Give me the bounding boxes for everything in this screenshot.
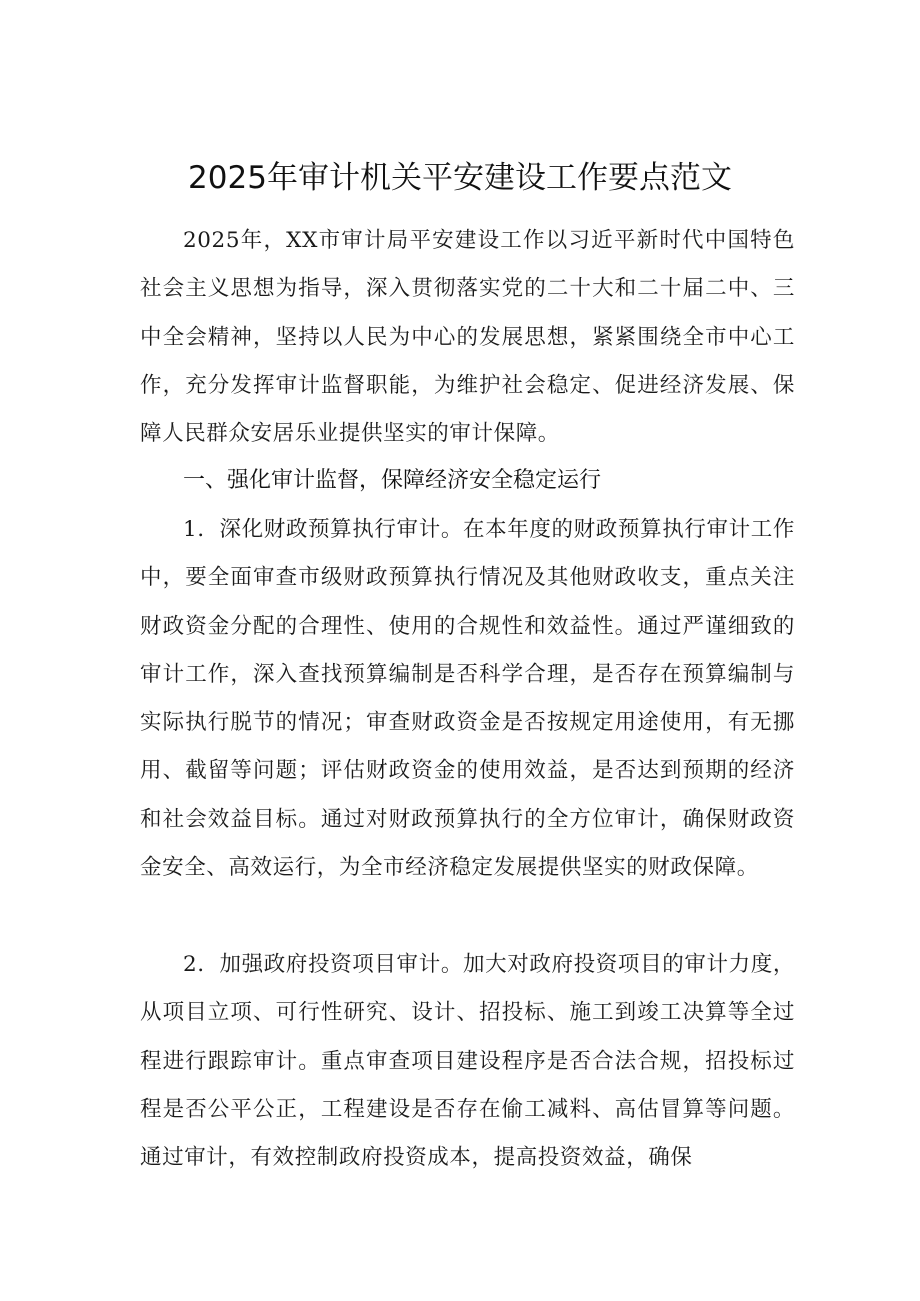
section-heading-1: 一、强化审计监督，保障经济安全稳定运行 <box>183 468 602 493</box>
document-title: 2025年审计机关平安建设工作要点范文 <box>188 160 732 196</box>
intro-paragraph: 2025年，XX市审计局平安建设工作以习近平新时代中国特色社会主义思想为指导，深入贯彻落实党的二十大和二十届二中、三中全会精神，坚持以人民为中心的发展思想，紧紧围绕全市中心工作，充分发挥审计监督职能，为维护社会稳定、促进经济发展、保障人民群众安居乐业提供坚实的审计保障。 <box>140 228 795 447</box>
paragraph-item-2: 2．加强政府投资项目审计。加大对政府投资项目的审计力度，从项目立项、可行性研究、设计、招投标、施工到竣工决算等全过程进行跟踪审计。重点审查项目建设程序是否合法合规，招投标过程是否公平公正，工程建设是否存在偷工减料、高估冒算等问题。通过审计，有效控制政府投资成本，提高投资效益，确保 <box>140 952 795 1171</box>
paragraph-item-1: 1．深化财政预算执行审计。在本年度的财政预算执行审计工作中，要全面审查市级财政预算执行情况及其他财政收支，重点关注财政资金分配的合理性、使用的合规性和效益性。通过严谨细致的审计工作，深入查找预算编制是否科学合理，是否存在预算编制与实际执行脱节的情况；审查财政资金是否按规定用途使用，有无挪用、截留等问题；评估财政资金的使用效益，是否达到预期的经济和社会效益目标。通过对财政预算执行的全方位审计，确保财政资金安全、高效运行，为全市经济稳定发展提供坚实的财政保障。 <box>140 517 795 881</box>
